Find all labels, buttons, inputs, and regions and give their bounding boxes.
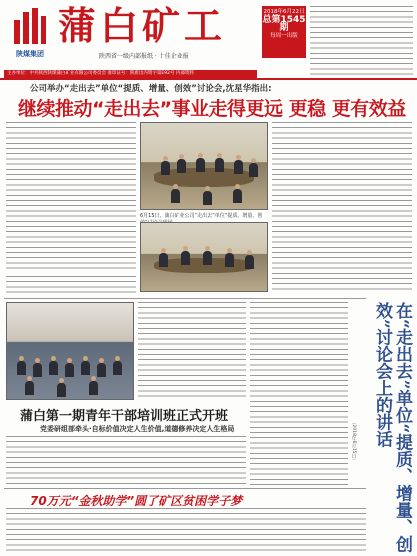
headline-kicker: 公司举办“走出去”单位“提质、增量、创效”讨论会,沈星华指出:: [30, 84, 272, 94]
body-text-column: [138, 302, 246, 400]
meeting-photo-main: [140, 122, 268, 210]
section-headline: 蒲白第一期青年干部培训班正式开班: [20, 409, 229, 424]
photo-caption: 6月15日，蒲白矿业公司“走出去”单位“提质、增量、创: [140, 213, 263, 219]
issue-extra: 每周一出版: [270, 33, 298, 39]
masthead: [4, 4, 257, 68]
paper-title: 蒲白矿工: [58, 3, 227, 48]
issue-box: [262, 6, 306, 58]
vertical-headline: 在“走出去”单位“提质、增量、创效”讨论会上的讲话: [372, 302, 412, 553]
divider: [4, 488, 366, 489]
divider: [0, 78, 417, 80]
body-text-column: [250, 302, 348, 487]
divider: [4, 298, 366, 299]
speech-date: （2018年6月15日）: [351, 420, 356, 463]
issue-date: 2018年6月22日: [263, 9, 305, 15]
body-text-column: [272, 122, 412, 292]
body-text-column: [310, 6, 413, 76]
meeting-photo-secondary: [140, 222, 268, 292]
paper-subtitle: 陕西省一级内部报纸 · 十佳企业报: [99, 53, 189, 60]
body-text-column: [6, 436, 246, 486]
training-class-photo: [6, 302, 134, 400]
body-text-column: [6, 276, 136, 296]
body-text-column: [6, 122, 136, 272]
logo-label: 陕煤集团: [16, 50, 44, 58]
header-strip: 主办单位：中共陕西陕煤蒲白矿业有限公司委员会 准印证号：陕新出内资字第E92号 内部资料: [4, 70, 257, 78]
issue-number: 总第1545期: [262, 15, 306, 33]
body-text-column: [6, 508, 366, 552]
main-headline: 继续推动“走出去”事业走得更远 更稳 更有效益: [18, 98, 406, 120]
shaanxi-coal-logo-icon: [12, 6, 48, 46]
section-headline: 70万元“金秋助学”圆了矿区贫困学子梦: [30, 494, 243, 508]
section-subheadline: 党委研组部牵头·自标价值决定人生价值,道德修养决定人生格局: [40, 425, 235, 433]
